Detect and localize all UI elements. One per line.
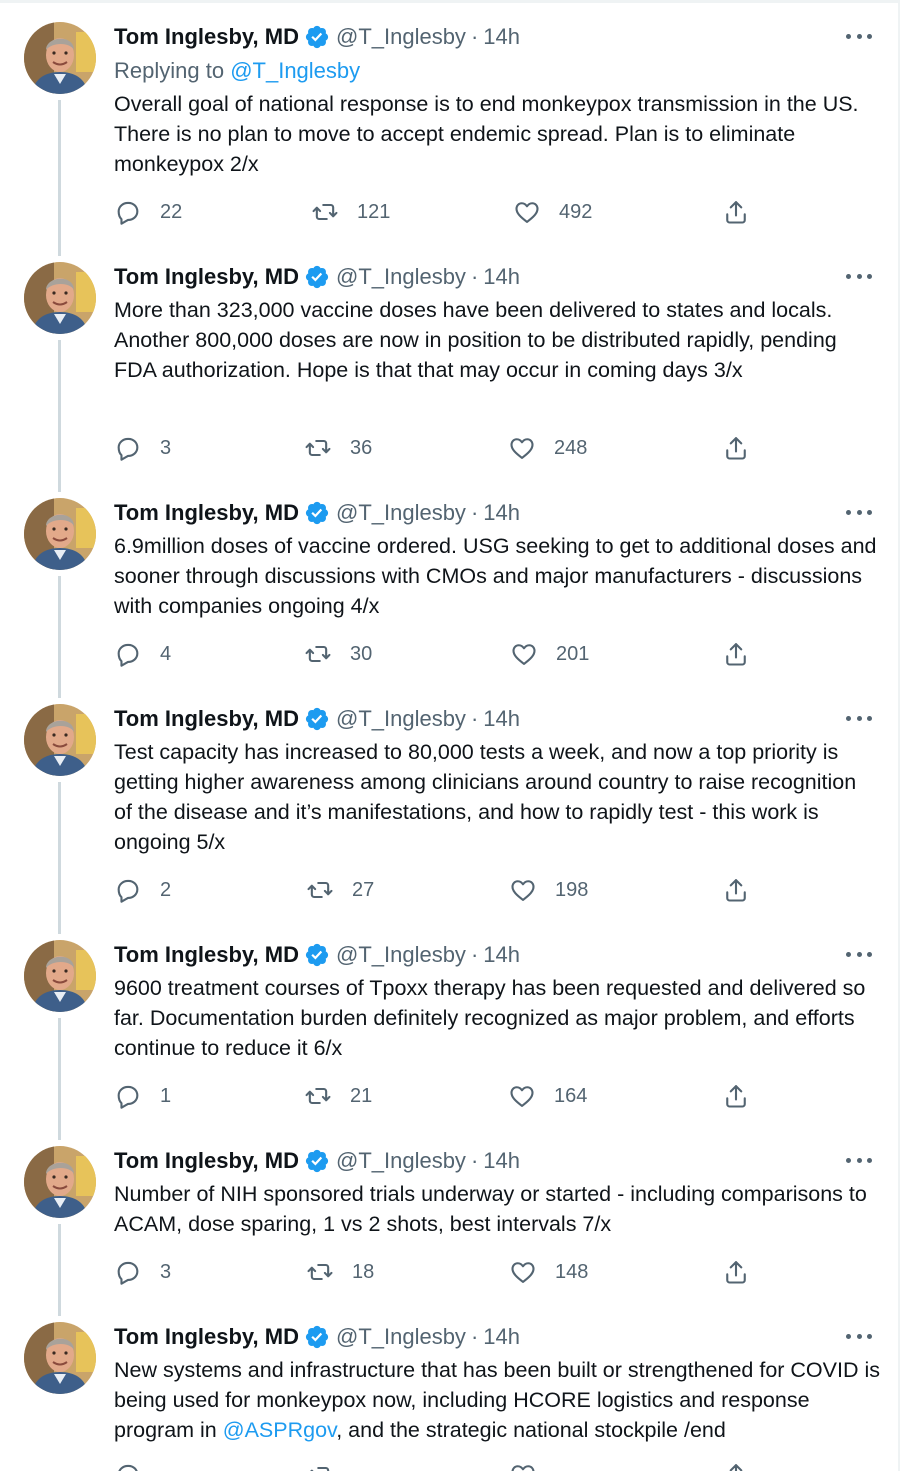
top-border <box>0 0 900 3</box>
like-button[interactable] <box>508 433 587 463</box>
separator: · <box>470 500 479 525</box>
avatar-photo <box>24 498 96 570</box>
author-handle[interactable]: @T_Inglesby <box>335 1148 466 1173</box>
tweet-header <box>114 262 520 292</box>
separator: · <box>470 706 479 731</box>
reply-button[interactable] <box>114 639 171 669</box>
tweet-actions <box>0 1081 898 1111</box>
avatar[interactable] <box>24 1322 96 1394</box>
author-name[interactable]: Tom Inglesby, MD <box>114 1148 299 1173</box>
share-icon <box>722 640 750 668</box>
tweet-header <box>114 22 520 52</box>
timestamp[interactable]: 14h <box>483 24 520 49</box>
reply-icon <box>114 1258 142 1286</box>
tweet-text: 9600 treatment courses of Tpoxx therapy has been requested and delivered so far. Documentation burden definitely recognized as major problem, and efforts continue to reduce it 6/x <box>114 976 872 1060</box>
share-button[interactable] <box>722 1257 750 1287</box>
tweet-actions <box>0 875 898 905</box>
tweet-text: Overall goal of national response is to end monkeypox transmission in the US. There is no plan to move to accept endemic spread. Plan is to eliminate monkeypox 2/x <box>114 92 871 176</box>
author-name[interactable]: Tom Inglesby, MD <box>114 500 299 525</box>
tweet-actions <box>0 639 898 669</box>
timestamp[interactable]: 14h <box>483 500 520 525</box>
retweet-icon <box>304 640 332 668</box>
share-button[interactable] <box>722 639 750 669</box>
reply-count: 22 <box>160 200 183 223</box>
like-icon <box>509 1258 537 1286</box>
tweet-text: Number of NIH sponsored trials underway or started - including comparisons to ACAM, dose sparing, 1 vs 2 shots, best intervals 7/x <box>114 1182 872 1236</box>
separator: · <box>470 1148 479 1173</box>
separator: · <box>470 264 479 289</box>
reply-icon <box>114 640 142 668</box>
verified-icon <box>304 942 330 968</box>
reply-button[interactable] <box>114 1257 171 1287</box>
timestamp[interactable]: 14h <box>483 1148 520 1173</box>
share-icon <box>722 1461 750 1471</box>
timestamp[interactable]: 14h <box>483 264 520 289</box>
verified-icon <box>304 500 330 526</box>
tweet[interactable] <box>0 498 898 698</box>
avatar[interactable] <box>24 262 96 334</box>
share-icon <box>722 876 750 904</box>
reply-button[interactable] <box>114 875 171 905</box>
retweet-button[interactable] <box>311 197 390 227</box>
like-count: 492 <box>559 200 593 223</box>
like-icon <box>508 1082 536 1110</box>
verified-icon <box>304 1148 330 1174</box>
tweet[interactable] <box>0 22 898 252</box>
retweet-button[interactable] <box>304 433 372 463</box>
like-count: 201 <box>556 642 590 665</box>
share-icon <box>722 198 750 226</box>
tweet-header <box>114 704 520 734</box>
author-handle[interactable]: @T_Inglesby <box>335 1324 466 1349</box>
reply-icon <box>114 434 142 462</box>
retweet-button[interactable] <box>306 1460 334 1471</box>
tweet[interactable] <box>0 1146 898 1316</box>
share-button[interactable] <box>722 875 750 905</box>
reply-icon <box>114 1082 142 1110</box>
verified-icon <box>304 264 330 290</box>
tweet[interactable] <box>0 1322 898 1471</box>
separator: · <box>470 942 479 967</box>
more-icon[interactable] <box>846 1154 872 1166</box>
reply-count: 3 <box>160 436 172 459</box>
author-name[interactable]: Tom Inglesby, MD <box>114 264 299 289</box>
avatar-photo <box>24 262 96 334</box>
replying-to-label: Replying to <box>114 58 225 83</box>
retweet-button[interactable] <box>304 1081 372 1111</box>
reply-button[interactable] <box>114 197 182 227</box>
like-count: 164 <box>554 1084 588 1107</box>
tweet-header <box>114 940 520 970</box>
avatar-photo <box>24 1322 96 1394</box>
tweet-text <box>114 1355 884 1445</box>
avatar-photo <box>24 704 96 776</box>
tweet-header <box>114 1146 520 1176</box>
tweet-text: More than 323,000 vaccine doses have been delivered to states and locals. Another 800,000 doses are now in position to be distributed rapidly, pending FDA authorization. Hope is that that may occur in coming days 3/x <box>114 298 843 382</box>
more-icon[interactable] <box>846 506 872 518</box>
reply-count: 3 <box>160 1260 172 1283</box>
replying-to <box>114 58 360 84</box>
author-name[interactable]: Tom Inglesby, MD <box>114 942 299 967</box>
retweet-icon <box>304 434 332 462</box>
verified-icon <box>304 24 330 50</box>
tweet-header <box>114 498 520 528</box>
tweet-actions <box>0 1257 898 1287</box>
reply-icon <box>114 1461 142 1471</box>
tweet[interactable] <box>0 704 898 934</box>
like-count: 198 <box>555 878 589 901</box>
retweet-icon <box>304 1082 332 1110</box>
like-button[interactable] <box>509 875 588 905</box>
like-icon <box>509 876 537 904</box>
retweet-button[interactable] <box>306 875 374 905</box>
reply-icon <box>114 876 142 904</box>
retweet-count: 21 <box>350 1084 373 1107</box>
retweet-icon <box>311 198 339 226</box>
tweet-text: 6.9million doses of vaccine ordered. USG seeking to get to additional doses and sooner through discussions with CMOs and major manufacturers - discussions with companies ongoing 4/x <box>114 534 883 618</box>
avatar-photo <box>24 1146 96 1218</box>
avatar[interactable] <box>24 22 96 94</box>
share-icon <box>722 1082 750 1110</box>
tweet-text: Test capacity has increased to 80,000 tests a week, and now a top priority is getting higher awareness among clinicians around country to raise recognition of the disease and it’s manifestations, and how to rapidly test - this work is ongoing 5/x <box>114 740 869 854</box>
more-icon[interactable] <box>846 948 872 960</box>
separator: · <box>470 1324 479 1349</box>
separator: · <box>470 24 479 49</box>
mention-link[interactable]: @ASPRgov <box>222 1418 337 1442</box>
like-icon <box>508 434 536 462</box>
retweet-count: 30 <box>350 642 373 665</box>
tweet[interactable] <box>0 940 898 1140</box>
like-button[interactable] <box>508 1081 587 1111</box>
author-handle[interactable]: @T_Inglesby <box>335 942 466 967</box>
tweet-header <box>114 1322 520 1352</box>
avatar-photo <box>24 22 96 94</box>
avatar[interactable] <box>24 940 96 1012</box>
more-icon[interactable] <box>846 270 872 282</box>
tweet-text-start: New systems and infrastructure that has been built or strengthened for COVID is being used for monkeypox now, including HCORE logistics and response program in <box>114 1358 886 1442</box>
like-icon <box>510 640 538 668</box>
share-button[interactable] <box>722 433 750 463</box>
avatar-photo <box>24 940 96 1012</box>
reply-button[interactable] <box>114 1460 142 1471</box>
like-count: 148 <box>555 1260 589 1283</box>
reply-icon <box>114 198 142 226</box>
timestamp[interactable]: 14h <box>483 942 520 967</box>
tweet-actions <box>0 197 898 227</box>
retweet-button[interactable] <box>306 1257 374 1287</box>
avatar[interactable] <box>24 498 96 570</box>
avatar[interactable] <box>24 704 96 776</box>
retweet-icon <box>306 1461 334 1471</box>
retweet-count: 27 <box>352 878 375 901</box>
share-icon <box>722 1258 750 1286</box>
retweet-icon <box>306 876 334 904</box>
timestamp[interactable]: 14h <box>483 706 520 731</box>
reply-button[interactable] <box>114 433 171 463</box>
author-handle[interactable]: @T_Inglesby <box>335 706 466 731</box>
author-handle[interactable]: @T_Inglesby <box>335 500 466 525</box>
like-icon <box>509 1461 537 1471</box>
like-button[interactable] <box>513 197 592 227</box>
verified-icon <box>304 706 330 732</box>
like-button[interactable] <box>509 1460 537 1471</box>
share-button[interactable] <box>722 1460 750 1471</box>
author-name[interactable]: Tom Inglesby, MD <box>114 1324 299 1349</box>
avatar[interactable] <box>24 1146 96 1218</box>
timestamp[interactable]: 14h <box>483 1324 520 1349</box>
like-button[interactable] <box>510 639 589 669</box>
more-icon[interactable] <box>846 30 872 42</box>
like-count: 248 <box>554 436 588 459</box>
replying-to-handle[interactable]: @T_Inglesby <box>230 58 361 83</box>
tweet-actions <box>0 433 898 463</box>
share-icon <box>722 434 750 462</box>
like-icon <box>513 198 541 226</box>
retweet-count: 18 <box>352 1260 375 1283</box>
author-name[interactable]: Tom Inglesby, MD <box>114 24 299 49</box>
retweet-count: 36 <box>350 436 373 459</box>
more-icon[interactable] <box>846 712 872 724</box>
tweet-text-end: , and the strategic national stockpile /end <box>336 1418 726 1442</box>
retweet-count: 121 <box>357 200 391 223</box>
reply-count: 1 <box>160 1084 172 1107</box>
tweet-actions <box>0 1460 898 1471</box>
share-button[interactable] <box>722 197 750 227</box>
like-button[interactable] <box>509 1257 588 1287</box>
author-handle[interactable]: @T_Inglesby <box>335 264 466 289</box>
share-button[interactable] <box>722 1081 750 1111</box>
author-name[interactable]: Tom Inglesby, MD <box>114 706 299 731</box>
tweet[interactable] <box>0 262 898 492</box>
retweet-button[interactable] <box>304 639 372 669</box>
reply-button[interactable] <box>114 1081 171 1111</box>
verified-icon <box>304 1324 330 1350</box>
reply-count: 2 <box>160 878 172 901</box>
reply-count: 4 <box>160 642 172 665</box>
author-handle[interactable]: @T_Inglesby <box>335 24 466 49</box>
more-icon[interactable] <box>846 1330 872 1342</box>
retweet-icon <box>306 1258 334 1286</box>
